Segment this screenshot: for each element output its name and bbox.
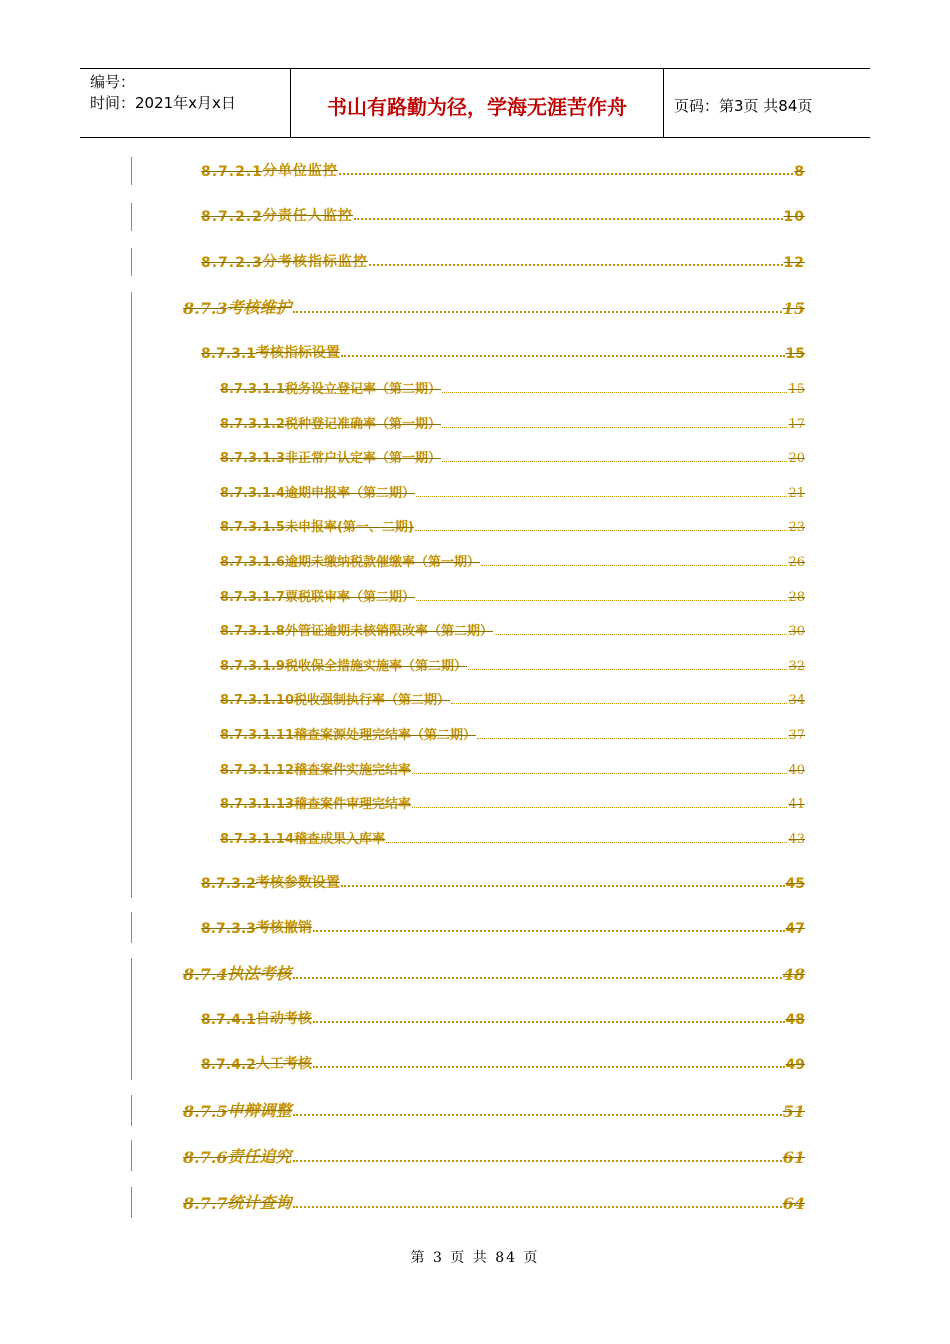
toc-entry[interactable]	[220, 689, 805, 708]
toc-label: 税收强制执行率（第二期）	[294, 693, 451, 708]
toc-leader	[416, 599, 787, 601]
toc-number: 8.7.7	[183, 1194, 228, 1213]
toc-label: 稽查案件实施完结率	[294, 763, 412, 778]
toc-leader	[339, 172, 793, 175]
toc-entry[interactable]	[220, 655, 805, 674]
toc-page: 43	[788, 832, 805, 847]
toc-leader	[293, 310, 782, 313]
toc-label: 非正常户认定率（第一期）	[284, 451, 441, 466]
toc-page: 41	[788, 797, 805, 812]
number-label: 编号：	[90, 73, 136, 91]
toc-leader	[442, 426, 787, 428]
header-page-info: 页码：第3页 共84页	[674, 96, 813, 115]
toc-number: 8.7.3.1.5	[220, 520, 285, 535]
toc-page: 61	[782, 1148, 805, 1167]
toc-page: 51	[782, 1102, 805, 1121]
toc-label: 稽查案源处理完结率（第二期）	[294, 728, 477, 743]
toc-leader	[293, 1113, 782, 1116]
toc-entry[interactable]	[201, 1008, 805, 1028]
toc-entry[interactable]	[201, 251, 805, 271]
toc-label: 稽查案件审理完结率	[294, 797, 412, 812]
toc-leader	[313, 1065, 785, 1068]
toc-entry[interactable]	[201, 160, 805, 180]
toc-page: 45	[785, 876, 805, 892]
margin-line	[131, 292, 132, 898]
toc-leader	[341, 354, 785, 357]
toc-leader	[293, 1159, 782, 1162]
toc-number: 8.7.3.1.12	[220, 763, 295, 778]
toc-entry[interactable]	[220, 482, 805, 501]
toc-entry[interactable]	[201, 1053, 805, 1073]
toc-page: 49	[785, 1057, 805, 1073]
toc-number: 8.7.6	[183, 1148, 228, 1167]
toc-number: 8.7.5	[183, 1102, 228, 1121]
toc-page: 10	[783, 209, 805, 225]
toc-entry[interactable]	[220, 378, 805, 397]
toc-page: 15	[782, 299, 805, 318]
toc-leader	[442, 391, 787, 393]
toc-number: 8.7.2.3	[201, 255, 263, 271]
toc-entry[interactable]	[183, 1098, 805, 1121]
toc-number: 8.7.3.1.14	[220, 832, 295, 847]
toc-label: 分责任人监控	[262, 208, 353, 224]
toc-label: 逾期未缴纳税款催缴率（第一期）	[284, 555, 480, 570]
toc-entry[interactable]	[201, 872, 805, 892]
toc-number: 8.7.3.1.4	[220, 486, 285, 501]
toc-leader	[416, 495, 787, 497]
toc-entry[interactable]	[183, 1190, 805, 1213]
toc-label: 税种登记准确率（第一期）	[284, 417, 441, 432]
toc-entry[interactable]	[220, 620, 805, 639]
toc-leader	[477, 737, 787, 739]
toc-page: 26	[788, 555, 805, 570]
time-label: 时间：2021年x月x日	[90, 94, 236, 112]
toc-leader	[494, 633, 787, 635]
page-footer: 第 3 页 共 84 页	[410, 1250, 540, 1266]
toc-label: 税务设立登记率（第二期）	[284, 382, 441, 397]
toc-entry[interactable]	[220, 551, 805, 570]
toc-label: 考核参数设置	[255, 875, 340, 891]
toc-page: 64	[782, 1194, 805, 1213]
toc-page: 47	[785, 921, 805, 937]
toc-label: 票税联审率（第二期）	[284, 590, 415, 605]
toc-entry[interactable]	[183, 961, 805, 984]
toc-leader	[415, 529, 788, 531]
toc-page: 48	[782, 965, 805, 984]
toc-leader	[451, 702, 787, 704]
toc-label: 统计查询	[227, 1193, 292, 1212]
toc-entry[interactable]	[220, 586, 805, 605]
toc-number: 8.7.3.1.10	[220, 693, 295, 708]
toc-page: 37	[788, 728, 805, 743]
toc-entry[interactable]	[201, 342, 805, 362]
toc-entry[interactable]	[183, 295, 805, 318]
toc-number: 8.7.3.1.9	[220, 659, 285, 674]
toc-page: 12	[783, 255, 805, 271]
header-left	[80, 69, 290, 137]
toc-number: 8.7.2.2	[201, 209, 263, 225]
toc-entry[interactable]	[201, 205, 805, 225]
toc-entry[interactable]	[183, 1144, 805, 1167]
toc-page: 23	[788, 520, 805, 535]
toc-leader	[468, 668, 787, 670]
toc-entry[interactable]	[220, 828, 805, 847]
toc-label: 责任追究	[227, 1147, 292, 1166]
margin-line	[131, 203, 132, 231]
toc-entry[interactable]	[201, 917, 805, 937]
toc-leader	[313, 1020, 785, 1023]
toc-entry[interactable]	[220, 516, 805, 535]
toc-label: 申辩调整	[227, 1101, 292, 1120]
toc-label: 稽查成果入库率	[294, 832, 386, 847]
margin-line	[131, 248, 132, 276]
toc-label: 考核维护	[227, 298, 292, 317]
toc-label: 自动考核	[255, 1011, 312, 1027]
margin-line	[131, 1187, 132, 1218]
toc-number: 8.7.4.1	[201, 1012, 256, 1028]
page-header	[80, 68, 870, 138]
toc-leader	[354, 217, 783, 220]
toc-entry[interactable]	[220, 413, 805, 432]
toc-number: 8.7.3.1.3	[220, 451, 285, 466]
toc-page: 15	[788, 382, 805, 397]
toc-number: 8.7.4	[183, 965, 228, 984]
toc-page: 34	[788, 693, 805, 708]
toc-label: 人工考核	[255, 1056, 312, 1072]
toc-page: 48	[785, 1012, 805, 1028]
toc-leader	[412, 772, 787, 774]
toc-label: 执法考核	[227, 964, 292, 983]
toc-number: 8.7.3.1.13	[220, 797, 295, 812]
toc-number: 8.7.4.2	[201, 1057, 256, 1073]
header-motto: 书山有路勤为径，学海无涯苦作舟	[290, 69, 664, 137]
toc-entry[interactable]	[220, 447, 805, 466]
toc-label: 分单位监控	[262, 163, 338, 179]
margin-line	[131, 1095, 132, 1126]
toc-label: 分考核指标监控	[262, 254, 368, 270]
toc-leader	[481, 564, 787, 566]
toc-page: 28	[788, 590, 805, 605]
toc-leader	[442, 460, 787, 462]
toc-number: 8.7.3.2	[201, 876, 256, 892]
toc-label: 逾期申报率（第二期）	[284, 486, 415, 501]
toc-leader	[386, 841, 787, 843]
toc-entry[interactable]	[220, 793, 805, 812]
toc-number: 8.7.3.1.6	[220, 555, 285, 570]
toc-page: 30	[788, 624, 805, 639]
toc-number: 8.7.2.1	[201, 164, 263, 180]
toc-page: 40	[788, 763, 805, 778]
margin-line	[131, 958, 132, 1080]
toc-number: 8.7.3.1.7	[220, 590, 285, 605]
toc-label: 外管证逾期未核销限改率（第二期）	[284, 624, 493, 639]
toc-page: 15	[785, 346, 805, 362]
toc-number: 8.7.3.1	[201, 346, 256, 362]
toc-entry[interactable]	[220, 724, 805, 743]
toc-leader	[293, 976, 782, 979]
toc-number: 8.7.3	[183, 299, 228, 318]
toc-leader	[369, 263, 783, 266]
toc-page: 17	[788, 417, 805, 432]
toc-label: 考核撤销	[255, 920, 312, 936]
toc-page: 32	[788, 659, 805, 674]
toc-number: 8.7.3.3	[201, 921, 256, 937]
toc-leader	[412, 806, 787, 808]
toc-number: 8.7.3.1.2	[220, 417, 285, 432]
margin-line	[131, 157, 132, 185]
toc-label: 税收保全措施实施率（第二期）	[284, 659, 467, 674]
toc-leader	[341, 884, 785, 887]
toc-leader	[313, 929, 785, 932]
margin-line	[131, 1140, 132, 1171]
toc-number: 8.7.3.1.1	[220, 382, 285, 397]
toc-label: 未申报率(第一、二期)	[284, 520, 414, 535]
toc-page: 20	[788, 451, 805, 466]
toc-page: 21	[788, 486, 805, 501]
toc-number: 8.7.3.1.8	[220, 624, 285, 639]
toc-leader	[293, 1205, 782, 1208]
toc-label: 考核指标设置	[255, 345, 340, 361]
toc-page: 8	[794, 164, 805, 180]
toc-number: 8.7.3.1.11	[220, 728, 295, 743]
toc-entry[interactable]	[220, 759, 805, 778]
margin-line	[131, 912, 132, 943]
